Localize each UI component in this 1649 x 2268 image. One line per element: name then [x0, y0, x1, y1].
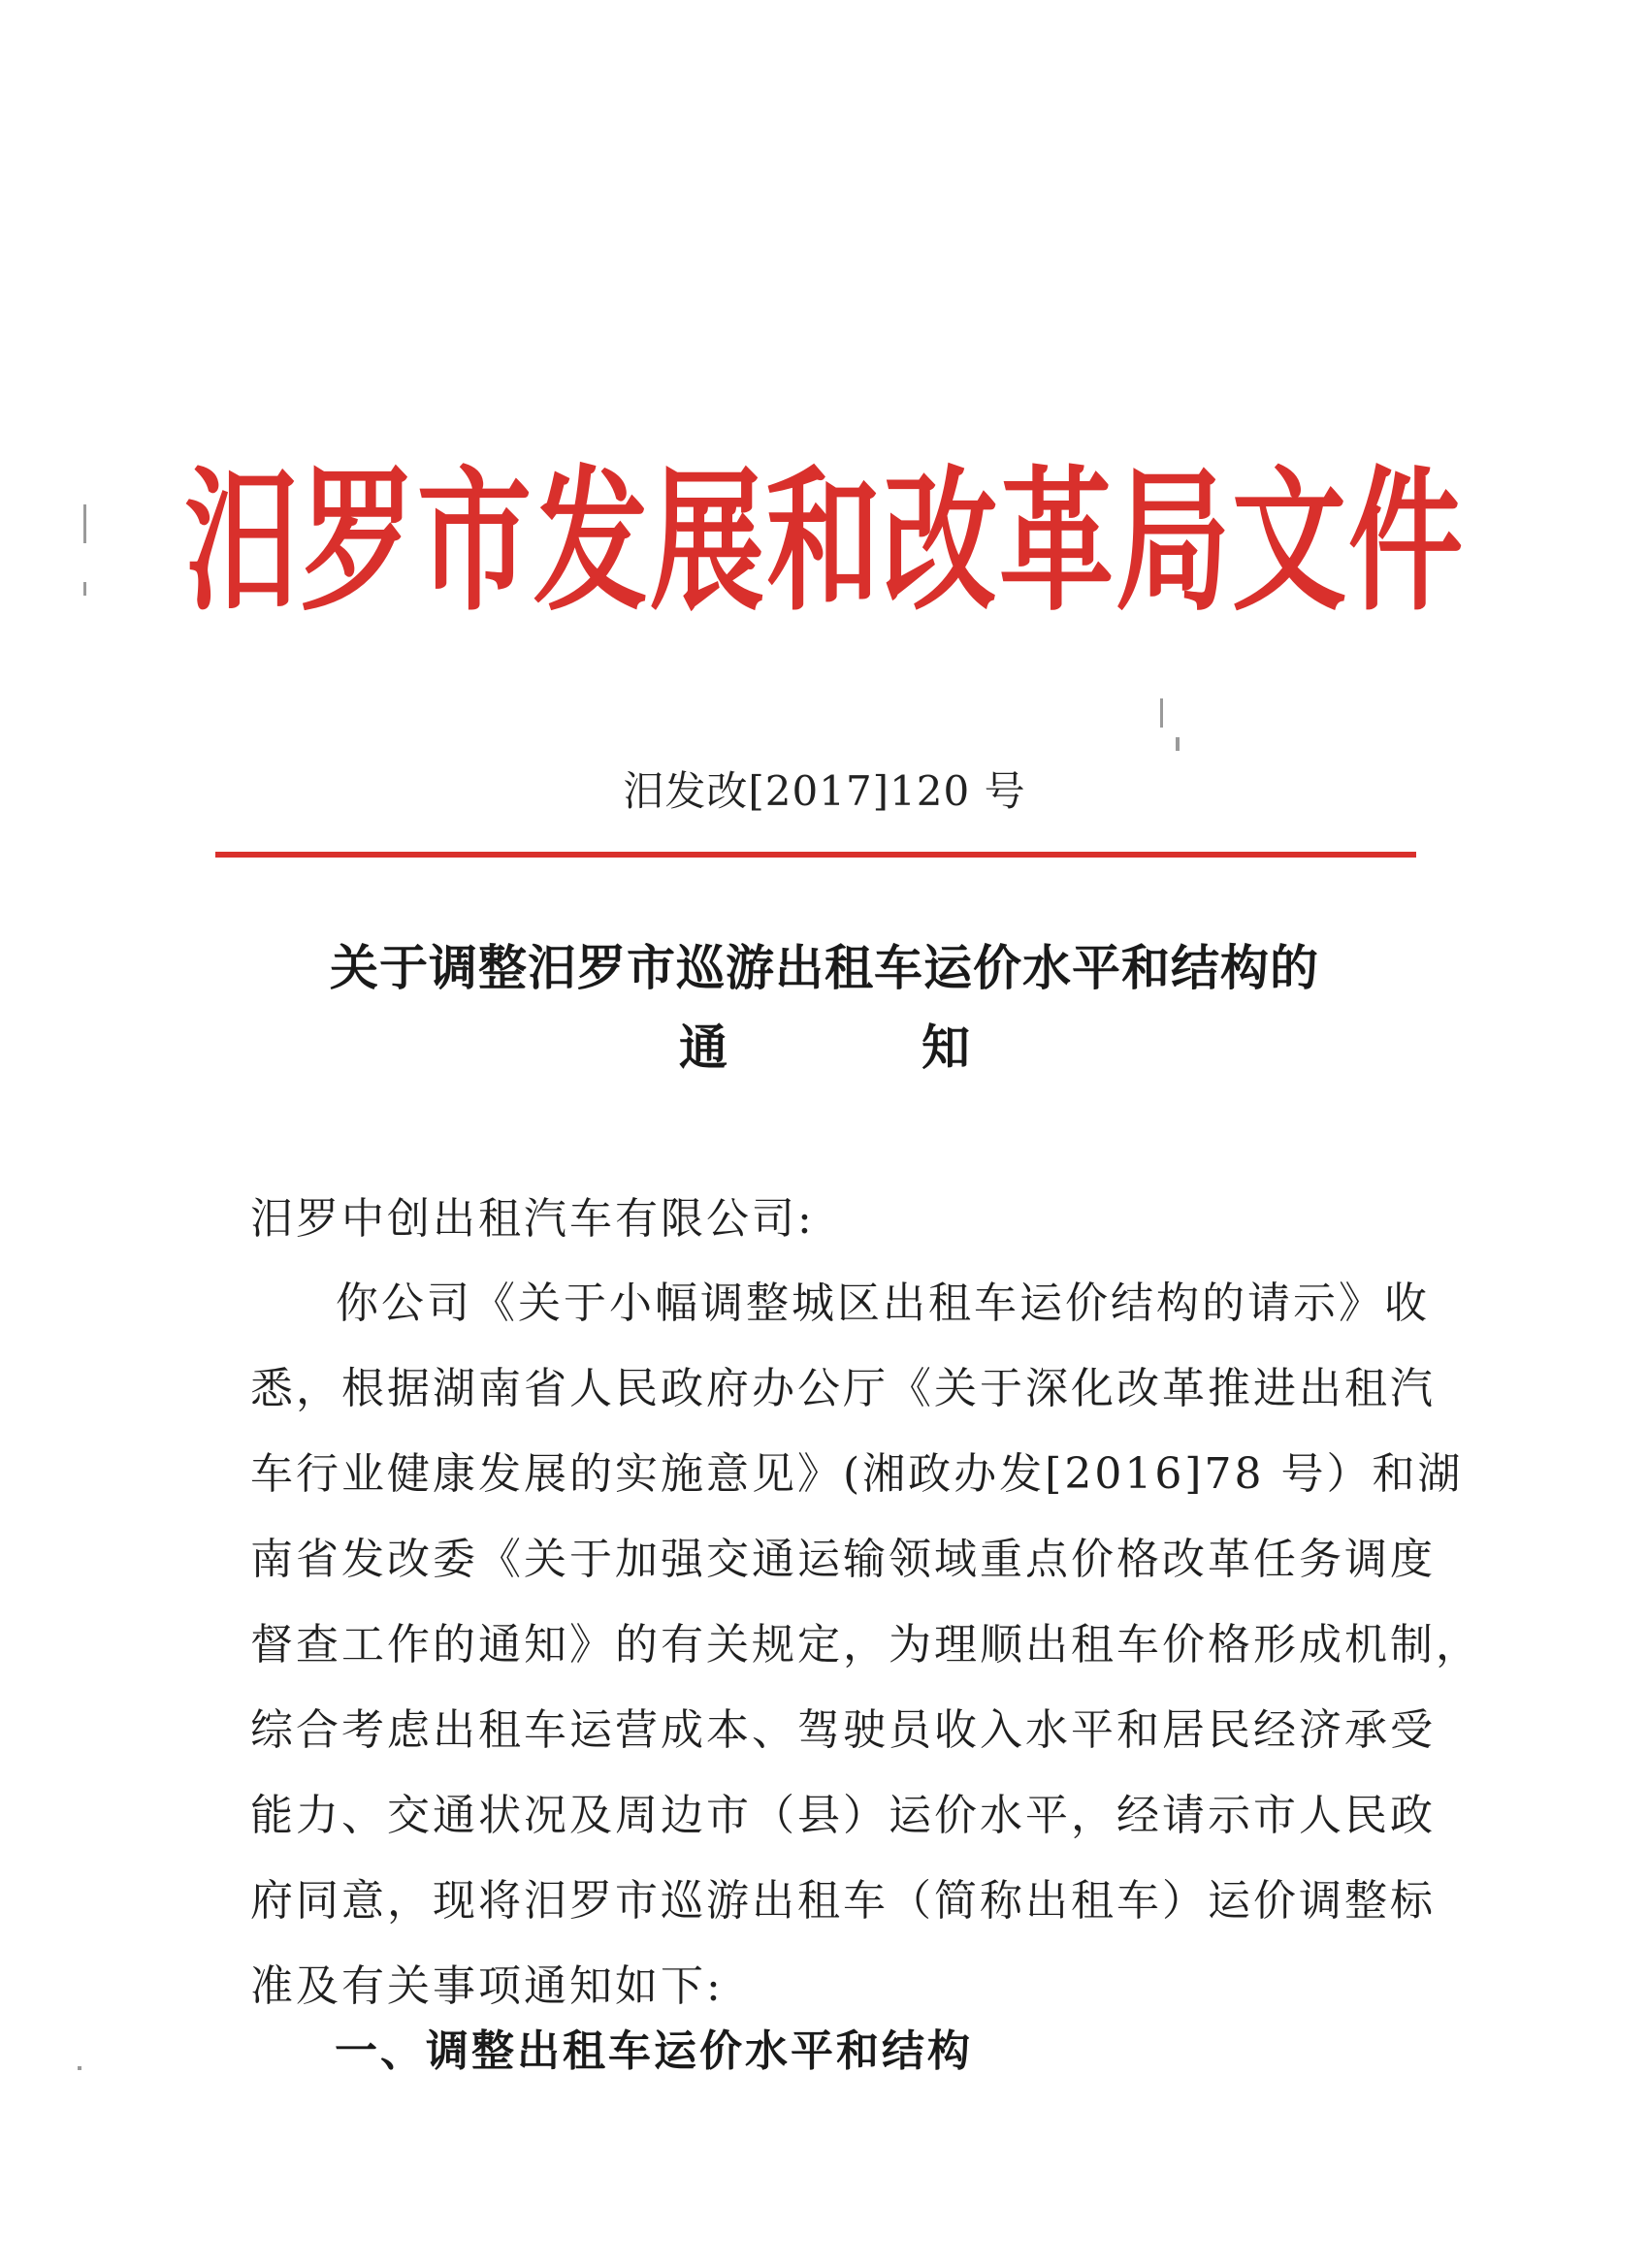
document-number: 汨发改[2017]120 号 — [623, 767, 1026, 815]
paragraph-line: 准及有关事项通知如下: — [250, 1961, 724, 2011]
notice-title-line2 — [0, 1009, 1649, 1079]
paragraph-line: 能力、交通状况及周边市（县）运价水平，经请示市人民政 — [250, 1791, 1436, 1840]
paragraph-line: 府同意，现将汨罗市巡游出租车（简称出租车）运价调整标 — [250, 1876, 1436, 1926]
issuing-authority-header: 汨罗市发展和改革局文件 — [183, 451, 1465, 632]
red-divider-line — [215, 852, 1416, 858]
notice-title-char1: 通 — [679, 1019, 728, 1076]
paragraph-line: 车行业健康发展的实施意见》(湘政办发[2016]78 号）和湖 — [250, 1449, 1464, 1499]
body-paragraph — [250, 1261, 1481, 2029]
salutation: 汨罗中创出租汽车有限公司: — [250, 1194, 815, 1244]
notice-title-line1: 关于调整汨罗市巡游出租车运价水平和结构的 — [330, 939, 1319, 996]
paragraph-line: 悉，根据湖南省人民政府办公厅《关于深化改革推进出租汽 — [250, 1364, 1436, 1413]
paragraph-line: 督查工作的通知》的有关规定，为理顺出租车价格形成机制， — [250, 1620, 1481, 1669]
scan-speck — [1176, 737, 1180, 751]
scan-speck — [78, 2066, 81, 2070]
scan-speck — [1160, 698, 1163, 728]
scan-speck — [83, 582, 86, 596]
scan-speck — [83, 504, 86, 543]
paragraph-line: 南省发改委《关于加强交通运输领域重点价格改革任务调度 — [250, 1535, 1436, 1584]
paragraph-line: 你公司《关于小幅调整城区出租车运价结构的请示》收 — [336, 1279, 1430, 1328]
paragraph-line: 综合考虑出租车运营成本、驾驶员收入水平和居民经济承受 — [250, 1705, 1436, 1755]
section-heading-1: 一、调整出租车运价水平和结构 — [335, 2026, 973, 2076]
notice-title-char2: 知 — [922, 1019, 970, 1076]
